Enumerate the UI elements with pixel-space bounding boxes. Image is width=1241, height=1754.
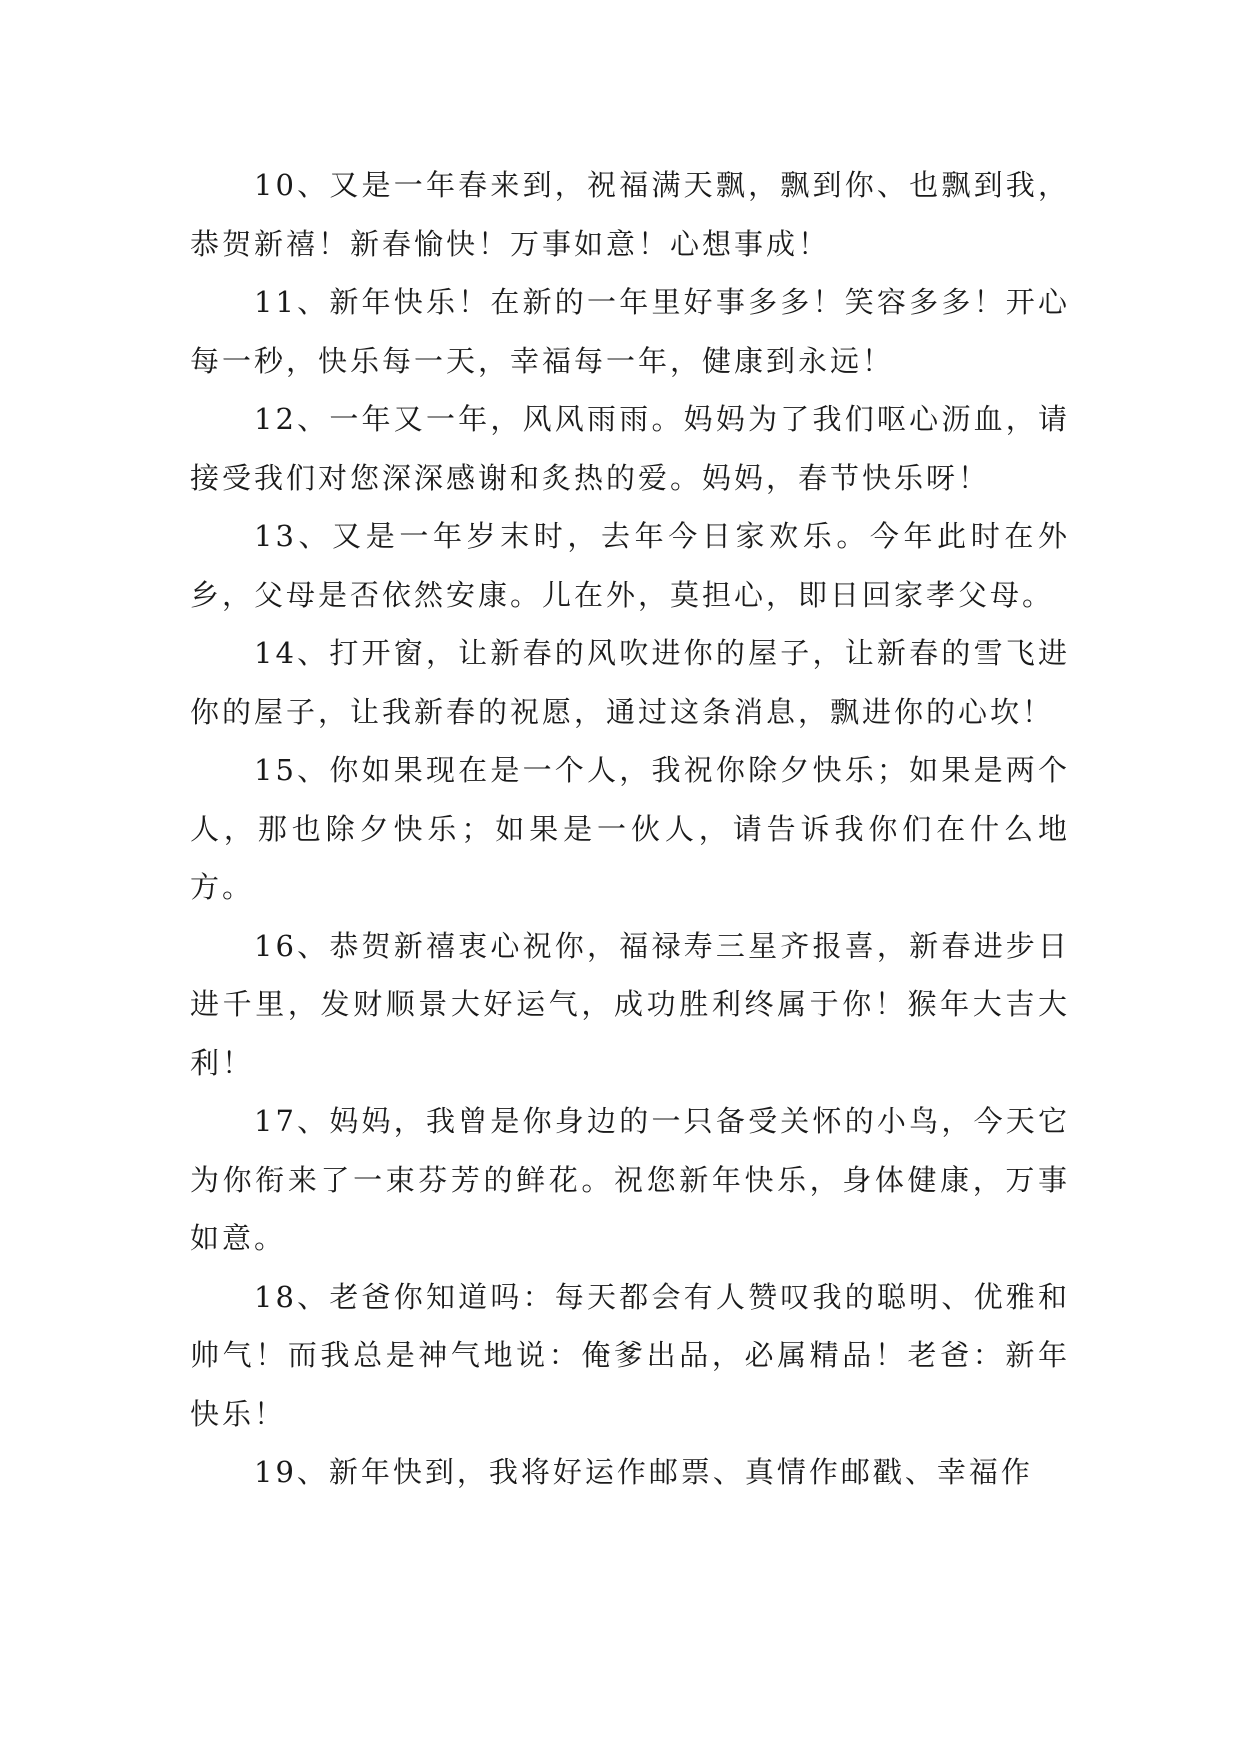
paragraph-14: 14、打开窗，让新春的风吹进你的屋子，让新春的雪飞进你的屋子，让我新春的祝愿，通过这条消息，飘进你的心坎！: [190, 636, 1070, 729]
paragraph-15: 15、你如果现在是一个人，我祝你除夕快乐；如果是两个人，那也除夕快乐；如果是一伙人，请告诉我你们在什么地方。: [190, 753, 1070, 904]
paragraph-18: 18、老爸你知道吗：每天都会有人赞叹我的聪明、优雅和帅气！而我总是神气地说：俺爹出品，必属精品！老爸：新年快乐！: [190, 1279, 1070, 1431]
document-body: [190, 156, 1070, 1502]
paragraph-11: 11、新年快乐！在新的一年里好事多多！笑容多多！开心每一秒，快乐每一天，幸福每一年，健康到永远！: [190, 285, 1070, 378]
paragraph-19: 19、新年快到，我将好运作邮票、真情作邮戳、幸福作: [254, 1455, 1033, 1489]
paragraph-12: 12、一年又一年，风风雨雨。妈妈为了我们呕心沥血，请接受我们对您深深感谢和炙热的爱。妈妈，春节快乐呀！: [190, 402, 1070, 495]
paragraph-17: 17、妈妈，我曾是你身边的一只备受关怀的小鸟，今天它为你衔来了一束芬芳的鲜花。祝您新年快乐，身体健康，万事如意。: [190, 1104, 1070, 1255]
paragraph-13: 13、又是一年岁末时，去年今日家欢乐。今年此时在外乡，父母是否依然安康。儿在外，莫担心，即日回家孝父母。: [190, 519, 1070, 612]
paragraph-16: 16、恭贺新禧衷心祝你，福禄寿三星齐报喜，新春进步日进千里，发财顺景大好运气，成功胜利终属于你！猴年大吉大利！: [190, 928, 1070, 1080]
paragraph-10: 10、又是一年春来到，祝福满天飘，飘到你、也飘到我，恭贺新禧！新春愉快！万事如意！心想事成！: [190, 168, 1070, 261]
